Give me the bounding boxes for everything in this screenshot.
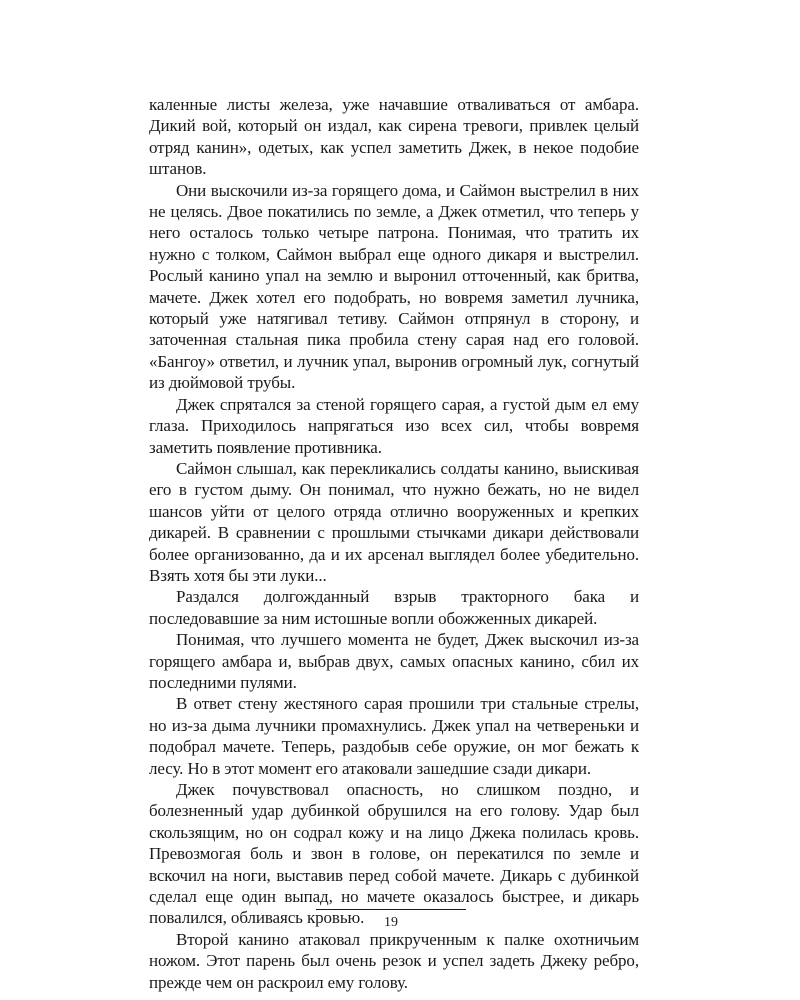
paragraph-8: Джек почувствовал опасность, но слишком поздно, и болезненный удар дубинкой обрушился на его голову. Удар был скользящим, но он содрал кожу и на лицо Джека полилась кровь. Превозмогая боль и звон в голове, он перекатился по земле и вскочил на ноги, выставив перед собой мачете. Дикарь с дубинкой сделал еще один выпад, но мачете оказалось быстрее, и дикарь повалился, обливаясь кровью. [149,780,639,928]
body-text [149,94,639,993]
footer-rule [316,909,466,910]
paragraph-4: Саймон слышал, как перекликались солдаты канино, выискивая его в густом дыму. Он понимал, что нужно бежать, но не видел шансов уйти от целого отряда отлично вооруженных и крепких дикарей. В сравнении с прошлыми стычками дикари действовали более организованно, да и их арсенал выглядел более убедительно. Взять хотя бы эти луки... [149,458,639,585]
paragraph-3: Джек спрятался за стеной горящего сарая, а густой дым ел ему глаза. Приходилось напрягаться изо всех сил, чтобы вовремя заметить появление противника. [149,394,639,457]
paragraph-5: Раздался долгожданный взрыв тракторного бака и последовавшие за ним истошные вопли обожженных дикарей. [149,587,639,628]
paragraph-9: Второй канино атаковал прикрученным к палке охотничьим ножом. Этот парень был очень резок и успел задеть Джеку ребро, прежде чем он раскроил ему голову. [149,929,639,992]
page-number: 19 [384,915,398,930]
paragraph-6: Понимая, что лучшего момента не будет, Джек выскочил из-за горящего амбара и, выбрав двух, самых опасных канино, сбил их последними пулями. [149,630,639,692]
paragraph-7: В ответ стену жестяного сарая прошили три стальные стрелы, но из-за дыма лучники промахнулись. Джек упал на четвереньки и подобрал мачете. Теперь, раздобыв себе оружие, он мог бежать к лесу. Но в этот момент его атаковали зашедшие сзади дикари. [149,694,639,778]
paragraph-2: Они выскочили из-за горящего дома, и Саймон выстрелил в них не целясь. Двое покатились по земле, а Джек отметил, что теперь у него осталось только четыре патрона. Понимая, что тратить их нужно с толком, Саймон выбрал еще одного дикаря и выстрелил. Рослый канино упал на землю и выронил отточенный, как бритва, мачете. Джек хотел его подобрать, но вовремя заметил лучника, который уже натягивал тетиву. Саймон отпрянул в сторону, и заточенная стальная пика пробила стену сарая над его головой. «Бангоу» ответил, и лучник упал, выронив огромный лук, согнутый из дюймовой трубы. [149,180,639,393]
paragraph-1: каленные листы железа, уже начавшие отваливаться от амбара. Дикий вой, который он издал, как сирена тревоги, привлек целый отряд канин», одетых, как успел заметить Джек, в некое подобие штанов. [149,95,639,179]
